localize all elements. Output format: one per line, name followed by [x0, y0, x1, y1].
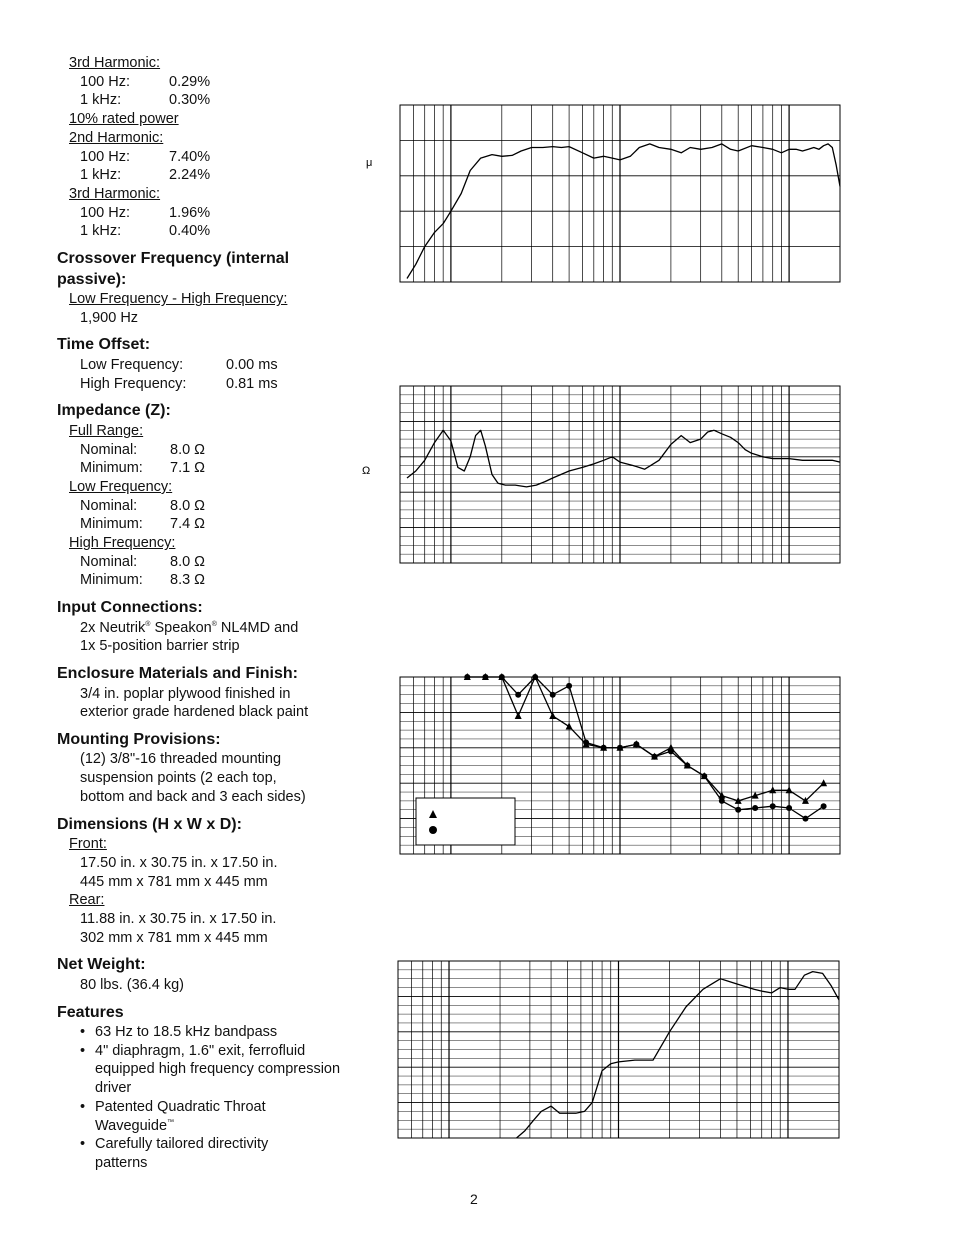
- dimensions-value: 302 mm x 781 mm x 445 mm: [80, 929, 268, 946]
- chart-grid: [400, 105, 840, 282]
- circle-point: [668, 748, 674, 754]
- spec-row: 1 kHz: 2.24%: [80, 167, 211, 184]
- crossover-heading-cont: passive):: [57, 270, 127, 288]
- spec-row: 100 Hz: 1.96%: [80, 204, 211, 221]
- circle-point: [583, 739, 589, 745]
- weight-value: 80 lbs. (36.4 kg): [80, 976, 184, 993]
- time-offset-heading: Time Offset:: [57, 336, 151, 354]
- weight-heading: Net Weight:: [57, 956, 146, 974]
- harmonic-3-label: 3rd Harmonic:: [69, 55, 161, 71]
- circle-point: [719, 798, 725, 804]
- triangle-point: [566, 723, 573, 730]
- spec-row: Nominal: 8.0 Ω: [80, 497, 206, 514]
- circle-point: [821, 803, 827, 809]
- dimensions-value: 11.88 in. x 30.75 in. x 17.50 in.: [80, 910, 277, 927]
- circle-point: [752, 805, 758, 811]
- impedance-heading: Impedance (Z):: [57, 402, 171, 420]
- circle-point: [482, 674, 488, 680]
- enclosure-heading: Enclosure Materials and Finish:: [57, 665, 298, 683]
- circle-point: [515, 692, 521, 698]
- triangle-point: [515, 712, 522, 719]
- frequency-response-chart: [360, 100, 850, 290]
- circle-point: [684, 763, 690, 769]
- feature-item: • Patented Quadratic Throat Waveguide™: [80, 1098, 266, 1134]
- circle-point: [566, 683, 572, 689]
- chart-series: [407, 430, 840, 487]
- spec-row: Nominal: 8.0 Ω: [80, 441, 206, 458]
- spec-row: Nominal: 8.0 Ω: [80, 553, 206, 570]
- enclosure-line: exterior grade hardened black paint: [80, 704, 309, 721]
- spec-row: 100 Hz: 0.29%: [80, 73, 211, 90]
- dimensions-front-label: Front:: [69, 836, 107, 853]
- circle-point: [652, 754, 658, 760]
- beamwidth-chart: [360, 670, 850, 860]
- page-number: 2: [470, 1191, 478, 1207]
- rated-power-label: 10% rated power: [69, 111, 179, 128]
- y-axis-label: μ: [366, 157, 373, 169]
- input-line: 1x 5-position barrier strip: [80, 638, 240, 655]
- circle-point: [770, 803, 776, 809]
- impedance-full-label: Full Range:: [69, 422, 144, 439]
- enclosure-line: 3/4 in. poplar plywood finished in: [80, 685, 291, 702]
- spec-row: 1 kHz: 0.40%: [80, 223, 211, 240]
- chart-grid: [400, 386, 840, 563]
- spec-row: Minimum: 7.4 Ω: [80, 516, 206, 533]
- y-axis-label: Ω: [362, 465, 371, 477]
- spec-row: Minimum: 8.3 Ω: [80, 572, 206, 589]
- mounting-line: (12) 3/8"-16 threaded mounting: [80, 751, 282, 768]
- chart-legend: [416, 798, 515, 845]
- features-heading: Features: [57, 1003, 124, 1021]
- dimensions-heading: Dimensions (H x W x D):: [57, 815, 242, 833]
- circle-point: [802, 816, 808, 822]
- circle-point: [499, 674, 505, 680]
- crossover-value: 1,900 Hz: [80, 309, 139, 326]
- harmonic-2-label: 2nd Harmonic:: [69, 129, 164, 146]
- circle-point: [786, 805, 792, 811]
- circle-point: [633, 741, 639, 747]
- crossover-heading: Crossover Frequency (internal: [57, 250, 290, 268]
- input-heading: Input Connections:: [57, 599, 203, 617]
- directivity-chart: [360, 955, 850, 1145]
- spec-column: [57, 54, 357, 1173]
- spec-row: High Frequency: 0.81 ms: [80, 375, 278, 392]
- chart-grid: [398, 961, 839, 1138]
- legend-box: [416, 798, 515, 845]
- feature-item: • 63 Hz to 18.5 kHz bandpass: [80, 1024, 278, 1041]
- circle-point: [701, 773, 707, 779]
- dimensions-value: 17.50 in. x 30.75 in. x 17.50 in.: [80, 854, 278, 871]
- spec-row: 1 kHz: 0.30%: [80, 92, 211, 109]
- feature-item: • 4" diaphragm, 1.6" exit, ferrofluid equipped high frequency compression driver: [80, 1042, 341, 1097]
- series-line-1: [407, 430, 840, 487]
- circle-point: [550, 692, 556, 698]
- input-line: 2x Neutrik® Speakon® NL4MD and: [80, 619, 299, 636]
- dimensions-rear-label: Rear:: [69, 892, 105, 909]
- spec-row: Low Frequency: 0.00 ms: [80, 356, 278, 373]
- legend-circle-marker: [429, 826, 437, 834]
- spec-row: Minimum: 7.1 Ω: [80, 460, 206, 477]
- feature-item: • Carefully tailored directivity patterns: [80, 1136, 269, 1171]
- impedance-chart: [360, 380, 850, 570]
- triangle-point: [820, 779, 827, 786]
- triangle-point: [549, 712, 556, 719]
- mounting-heading: Mounting Provisions:: [57, 730, 221, 748]
- impedance-low-label: Low Frequency:: [69, 478, 173, 495]
- dimensions-value: 445 mm x 781 mm x 445 mm: [80, 873, 268, 890]
- mounting-line: bottom and back and 3 each sides): [80, 788, 306, 805]
- circle-point: [464, 674, 470, 680]
- circle-point: [532, 674, 538, 680]
- spec-row: 100 Hz: 7.40%: [80, 148, 211, 165]
- circle-point: [601, 745, 607, 751]
- circle-point: [617, 745, 623, 751]
- harmonic-3-label: 3rd Harmonic:: [69, 185, 161, 202]
- mounting-line: suspension points (2 each top,: [80, 770, 277, 787]
- circle-point: [735, 807, 741, 813]
- impedance-high-label: High Frequency:: [69, 535, 176, 552]
- crossover-sublabel: Low Frequency - High Frequency:: [69, 291, 288, 308]
